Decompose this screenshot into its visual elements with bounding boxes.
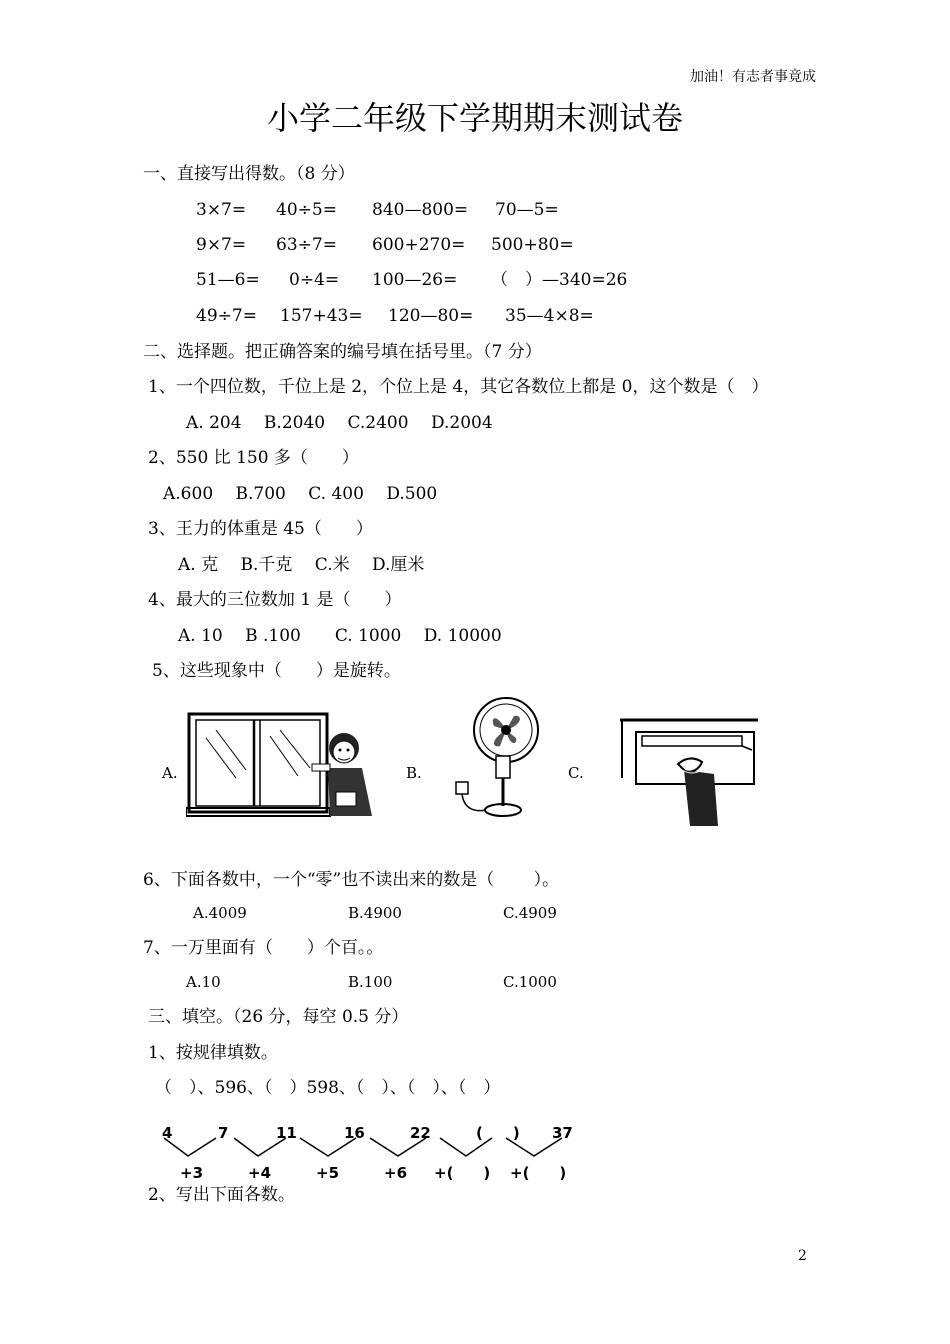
fill-question-2-stem: 2、写出下面各数。 [148, 1185, 295, 1205]
page-number: 2 [798, 1248, 807, 1264]
question-2-options: A.600 B.700 C. 400 D.500 [163, 484, 438, 504]
calc-item: （ ）—340=26 [491, 270, 628, 290]
calc-item: 840—800= [372, 200, 469, 220]
calc-item: 40÷5= [276, 200, 337, 220]
calc-item: 100—26= [372, 270, 458, 290]
question-6-option-c: C.4909 [503, 904, 557, 922]
chain-step: +( ) [510, 1164, 567, 1182]
question-4-stem: 4、最大的三位数加 1 是（ ） [148, 590, 402, 610]
fill-question-1-stem: 1、按规律填数。 [148, 1043, 278, 1063]
chain-step: +3 [180, 1164, 204, 1182]
chain-number: 11 [276, 1124, 297, 1142]
drawer-pull-illustration [618, 714, 760, 828]
chain-number: 7 [218, 1124, 229, 1142]
chain-number: 16 [344, 1124, 365, 1142]
calc-item: 70—5= [495, 200, 559, 220]
page-title: 小学二年级下学期期末测试卷 [266, 99, 683, 137]
chain-step: +6 [384, 1164, 408, 1182]
question-6-option-b: B.4900 [348, 904, 402, 922]
question-7-option-a: A.10 [186, 973, 221, 991]
header-motto: 加油！有志者事竟成 [690, 69, 816, 85]
question-2-stem: 2、550 比 150 多（ ） [148, 448, 359, 468]
calc-item: 120—80= [388, 306, 474, 326]
question-7-option-b: B.100 [348, 973, 393, 991]
calc-item: 3×7= [196, 200, 247, 220]
window-slide-illustration [186, 708, 382, 820]
option-b-label: B. [406, 764, 422, 782]
section-2-heading: 二、选择题。把正确答案的编号填在括号里。（7 分） [143, 342, 542, 362]
electric-fan-illustration [450, 694, 546, 824]
chain-step: +( ) [434, 1164, 491, 1182]
chain-number: ( ) [476, 1124, 520, 1142]
number-chain-diagram [150, 1118, 590, 1188]
chain-step: +4 [248, 1164, 272, 1182]
question-6-stem: 6、下面各数中，一个“零”也不读出来的数是（ ）。 [143, 870, 560, 890]
section-3-heading: 三、填空。（26 分，每空 0.5 分） [148, 1007, 409, 1027]
calc-item: 157+43= [280, 306, 363, 326]
calc-item: 51—6= [196, 270, 260, 290]
calc-item: 500+80= [491, 235, 574, 255]
section-1-heading: 一、直接写出得数。（8 分） [143, 164, 355, 184]
calc-item: 63÷7= [276, 235, 337, 255]
question-1-stem: 1、一个四位数，千位上是 2，个位上是 4，其它各数位上都是 0，这个数是（ ） [148, 377, 769, 397]
calc-item: 0÷4= [289, 270, 340, 290]
chain-number: 37 [552, 1124, 573, 1142]
question-5-stem: 5、这些现象中（ ）是旋转。 [152, 661, 401, 681]
chain-number: 4 [162, 1124, 173, 1142]
chain-number: 22 [410, 1124, 431, 1142]
calc-item: 49÷7= [196, 306, 257, 326]
question-4-options: A. 10 B .100 C. 1000 D. 10000 [178, 626, 502, 646]
question-1-options: A. 204 B.2040 C.2400 D.2004 [186, 413, 493, 433]
question-3-stem: 3、王力的体重是 45（ ） [148, 519, 373, 539]
calc-item: 9×7= [196, 235, 247, 255]
calc-item: 600+270= [372, 235, 466, 255]
question-7-option-c: C.1000 [503, 973, 557, 991]
question-3-options: A. 克 B.千克 C.米 D.厘米 [178, 555, 425, 575]
calc-item: 35—4×8= [505, 306, 594, 326]
option-c-label: C. [568, 764, 584, 782]
number-sequence: （ ）、596、（ ）598、（ ）、（ ）、（ ） [155, 1078, 501, 1098]
option-a-label: A. [162, 764, 178, 782]
question-7-stem: 7、一万里面有（ ）个百。。 [143, 938, 384, 958]
question-6-option-a: A.4009 [193, 904, 247, 922]
chain-step: +5 [316, 1164, 340, 1182]
